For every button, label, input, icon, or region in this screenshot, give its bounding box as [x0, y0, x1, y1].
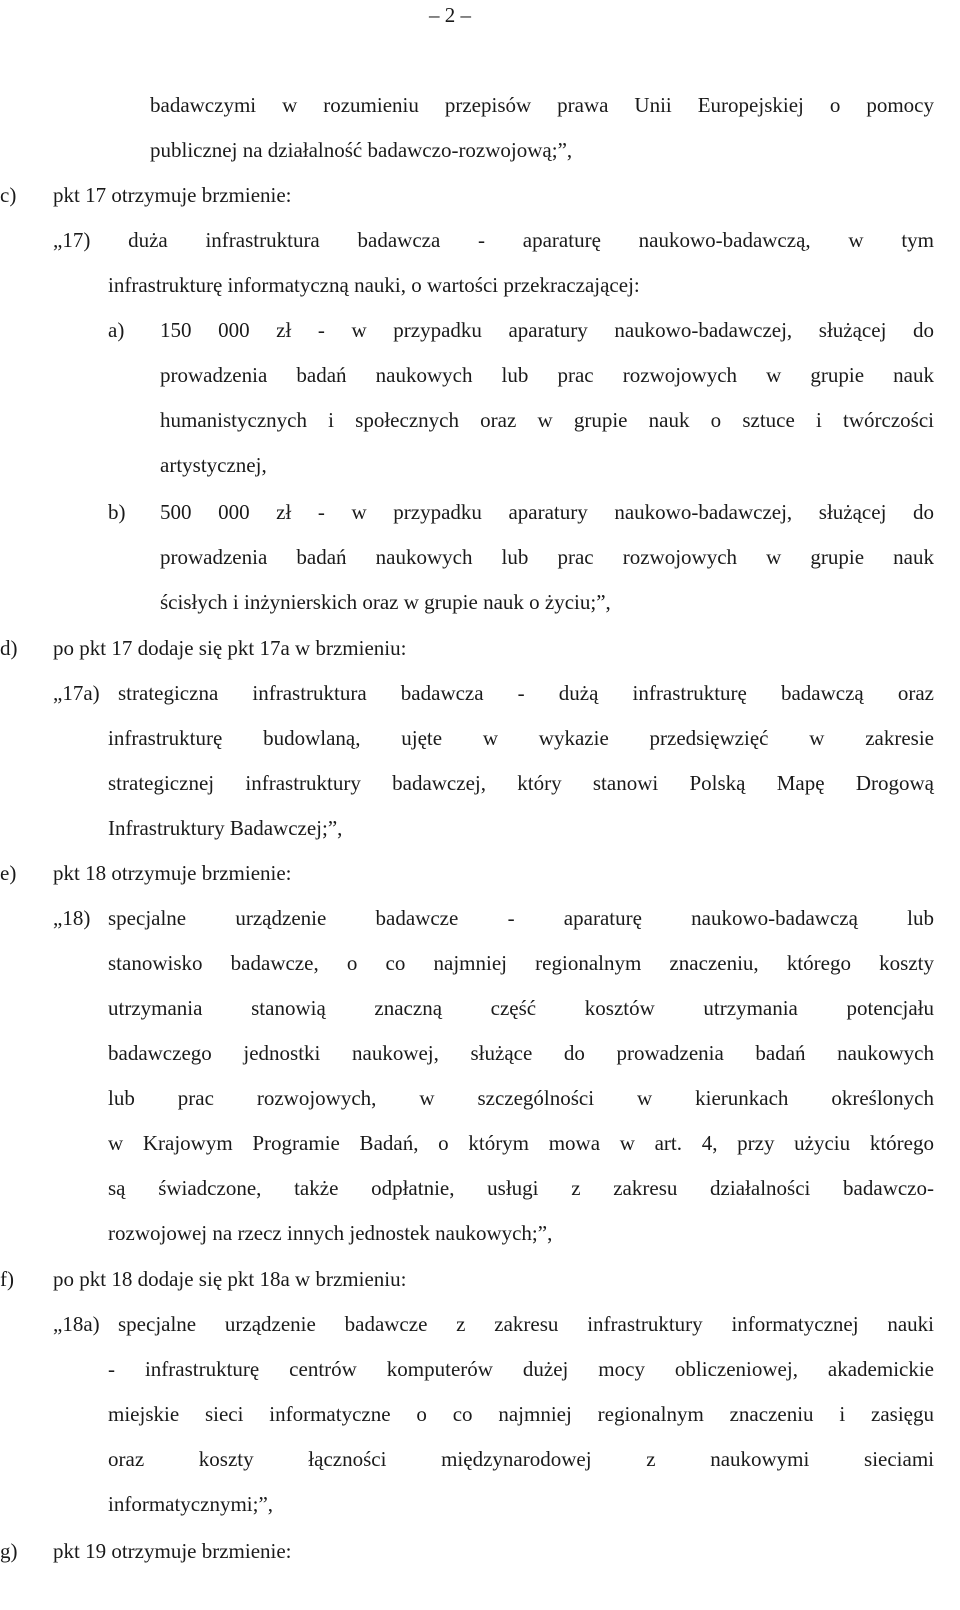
text-line: publicznej na działalność badawczo-rozwojową;”, [150, 138, 573, 162]
point-number-18a: „18a) [53, 1312, 100, 1336]
item-text-e: pkt 18 otrzymuje brzmienie: [53, 861, 292, 885]
point-number-18: „18) [53, 906, 91, 930]
text-line: badawczego jednostki naukowej, służące do prowadzenia badań naukowych [108, 1041, 934, 1065]
item-text-d: po pkt 17 dodaje się pkt 17a w brzmieniu: [53, 636, 407, 660]
text-line: specjalne urządzenie badawcze z zakresu infrastruktury informatycznej nauki [118, 1312, 934, 1336]
text-line: - infrastrukturę centrów komputerów dużej mocy obliczeniowej, akademickie [108, 1357, 934, 1381]
text-line: stanowisko badawcze, o co najmniej regionalnym znaczeniu, którego koszty [108, 951, 934, 975]
text-line: „17) duża infrastruktura badawcza - aparaturę naukowo-badawczą, w tym [53, 228, 934, 252]
text-line: informatycznymi;”, [108, 1492, 274, 1516]
item-text-g: pkt 19 otrzymuje brzmienie: [53, 1539, 292, 1563]
text-line: w Krajowym Programie Badań, o którym mowa w art. 4, przy użyciu którego [108, 1131, 934, 1155]
text-line: infrastrukturę informatyczną nauki, o wartości przekraczającej: [108, 273, 640, 297]
page-number: – 2 – [429, 3, 471, 27]
text-line: strategiczna infrastruktura badawcza - dużą infrastrukturę badawczą oraz [118, 681, 934, 705]
text-line: infrastrukturę budowlaną, ujęte w wykazie przedsięwzięć w zakresie [108, 726, 934, 750]
item-label-d: d) [0, 636, 18, 660]
text-line: badawczymi w rozumieniu przepisów prawa Unii Europejskiej o pomocy [150, 93, 934, 117]
text-line: rozwojowej na rzecz innych jednostek naukowych;”, [108, 1221, 553, 1245]
text-line: prowadzenia badań naukowych lub prac rozwojowych w grupie nauk [160, 545, 934, 569]
text-line: są świadczone, także odpłatnie, usługi z zakresu działalności badawczo- [108, 1176, 934, 1200]
text-line: 500 000 zł - w przypadku aparatury naukowo-badawczej, służącej do [160, 500, 934, 524]
text-line: ścisłych i inżynierskich oraz w grupie nauk o życiu;”, [160, 590, 611, 614]
text-line: strategicznej infrastruktury badawczej, który stanowi Polską Mapę Drogową [108, 771, 934, 795]
text-line: miejskie sieci informatyczne o co najmniej regionalnym znaczeniu i zasięgu [108, 1402, 934, 1426]
subitem-label-b: b) [108, 500, 126, 524]
item-label-c: c) [0, 183, 17, 207]
text-line: specjalne urządzenie badawcze - aparaturę naukowo-badawczą lub [108, 906, 934, 930]
text-line: oraz koszty łączności międzynarodowej z naukowymi sieciami [108, 1447, 934, 1471]
point-number-17a: „17a) [53, 681, 100, 705]
item-text-f: po pkt 18 dodaje się pkt 18a w brzmieniu: [53, 1267, 407, 1291]
text-line: artystycznej, [160, 453, 267, 477]
item-label-f: f) [0, 1267, 14, 1291]
text-line: humanistycznych i społecznych oraz w grupie nauk o sztuce i twórczości [160, 408, 934, 432]
item-label-g: g) [0, 1539, 18, 1563]
text-line: prowadzenia badań naukowych lub prac rozwojowych w grupie nauk [160, 363, 934, 387]
text-line: utrzymania stanowią znaczną część kosztów utrzymania potencjału [108, 996, 934, 1020]
text-line: Infrastruktury Badawczej;”, [108, 816, 343, 840]
item-text-c: pkt 17 otrzymuje brzmienie: [53, 183, 292, 207]
text-line: lub prac rozwojowych, w szczególności w kierunkach określonych [108, 1086, 934, 1110]
subitem-label-a: a) [108, 318, 125, 342]
text-line: 150 000 zł - w przypadku aparatury naukowo-badawczej, służącej do [160, 318, 934, 342]
item-label-e: e) [0, 861, 17, 885]
